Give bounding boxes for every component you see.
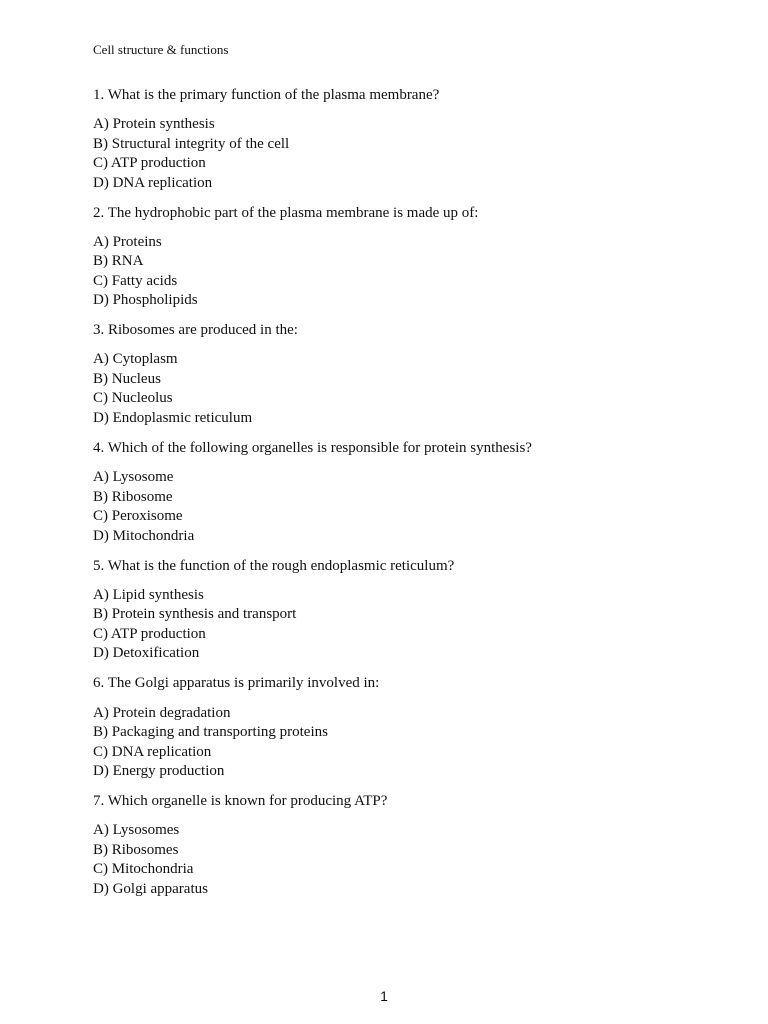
question-text: 7. Which organelle is known for producing ATP? — [93, 793, 388, 810]
question-text: 1. What is the primary function of the plasma membrane? — [93, 87, 440, 103]
option-list — [93, 350, 693, 428]
question-7 — [93, 792, 693, 899]
option-b: B) Structural integrity of the cell — [93, 135, 290, 152]
option-a: A) Lipid synthesis — [93, 586, 204, 603]
option-d: D) Detoxification — [93, 645, 200, 662]
question-6 — [93, 674, 693, 781]
option-c: C) Fatty acids — [93, 272, 178, 289]
option-list — [93, 586, 693, 664]
option-b: B) Ribosome — [93, 488, 173, 505]
option-a: A) Cytoplasm — [93, 351, 178, 368]
document-header-title: Cell structure & functions — [93, 42, 229, 57]
question-text: 2. The hydrophobic part of the plasma membrane is made up of: — [93, 204, 479, 221]
option-list — [93, 468, 693, 546]
question-3 — [93, 321, 693, 428]
option-d: D) Phospholipids — [93, 292, 198, 309]
option-c: C) Peroxisome — [93, 508, 183, 525]
question-text: 5. What is the function of the rough endoplasmic reticulum? — [93, 557, 455, 574]
option-c: C) ATP production — [93, 155, 206, 172]
question-1 — [93, 86, 693, 193]
option-b: B) Protein synthesis and transport — [93, 606, 297, 623]
question-text: 6. The Golgi apparatus is primarily involved in: — [93, 675, 380, 692]
option-d: D) Golgi apparatus — [93, 880, 208, 897]
option-d: D) Endoplasmic reticulum — [93, 409, 253, 426]
question-4 — [93, 439, 693, 546]
question-2 — [93, 204, 693, 311]
option-d: D) Mitochondria — [93, 527, 195, 544]
option-a: A) Proteins — [93, 233, 162, 250]
question-text: 3. Ribosomes are produced in the: — [93, 322, 298, 339]
option-a: A) Lysosome — [93, 469, 174, 486]
option-list — [93, 233, 693, 311]
option-a: A) Lysosomes — [93, 822, 180, 839]
question-text: 4. Which of the following organelles is responsible for protein synthesis? — [93, 440, 532, 457]
option-b: B) Nucleus — [93, 370, 161, 387]
option-b: B) Packaging and transporting proteins — [93, 724, 328, 741]
option-d: D) DNA replication — [93, 174, 213, 191]
option-b: B) RNA — [93, 253, 144, 270]
page-number: 1 — [380, 988, 388, 1004]
option-list — [93, 115, 693, 193]
option-a: A) Protein synthesis — [93, 116, 215, 133]
option-c: C) Mitochondria — [93, 861, 194, 878]
question-list — [93, 86, 693, 910]
option-c: C) ATP production — [93, 625, 206, 642]
option-list — [93, 821, 693, 899]
option-d: D) Energy production — [93, 763, 225, 780]
question-5 — [93, 557, 693, 664]
option-list — [93, 704, 693, 782]
option-c: C) DNA replication — [93, 743, 212, 760]
option-a: A) Protein degradation — [93, 704, 231, 721]
option-c: C) Nucleolus — [93, 390, 173, 407]
option-b: B) Ribosomes — [93, 841, 179, 858]
